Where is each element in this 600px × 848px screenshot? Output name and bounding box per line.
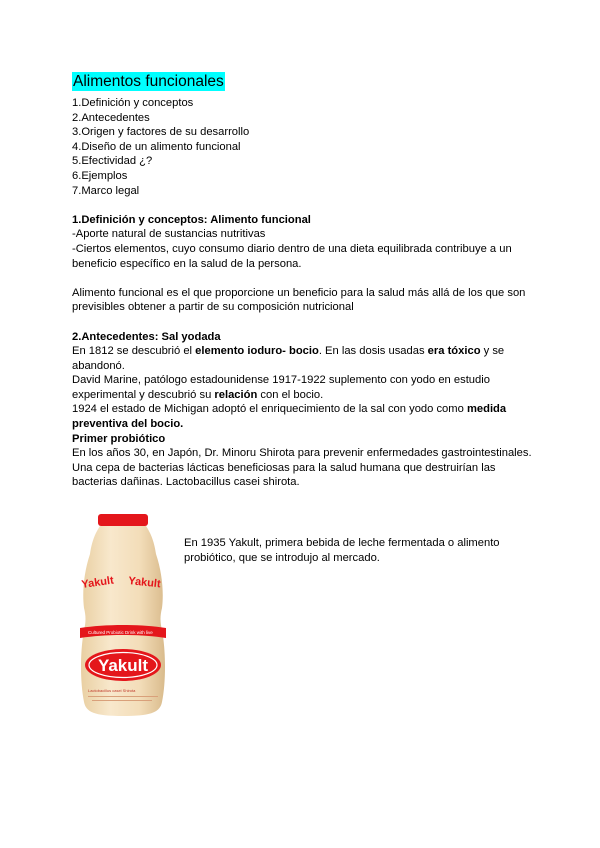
subheading: Primer probiótico bbox=[72, 432, 166, 445]
paragraph: David Marine, patólogo estadounidense 1917-1922 suplemento con yodo en estudio experimental y descubrió su relación con el bocio. bbox=[72, 374, 490, 401]
paragraph: En 1812 se descubrió el elemento ioduro- bocio. En las dosis usadas era tóxico y se abandonó. bbox=[72, 345, 505, 372]
toc-item: 3.Origen y factores de su desarrollo bbox=[72, 126, 250, 139]
section-definition bbox=[72, 213, 532, 315]
section-heading: 2.Antecedentes: Sal yodada bbox=[72, 330, 221, 343]
svg-text:Lactobacillus casei Shirota: Lactobacillus casei Shirota bbox=[88, 688, 136, 693]
toc-item: 2.Antecedentes bbox=[72, 111, 150, 124]
toc-item: 5.Efectividad ¿? bbox=[72, 155, 153, 168]
brand-logo: Yakult bbox=[97, 656, 149, 675]
section-heading: 1.Definición y conceptos: Alimento funcional bbox=[72, 213, 311, 226]
toc-item: 7.Marco legal bbox=[72, 184, 140, 197]
paragraph: -Ciertos elementos, cuyo consumo diario dentro de una dieta equilibrada contribuye a un beneficio específico en la salud de la persona. bbox=[72, 242, 512, 270]
brand-text-upper: Yakult bbox=[80, 574, 115, 591]
toc-item: 4.Diseño de un alimento funcional bbox=[72, 140, 241, 153]
svg-text:Cultured Probiotic Drink with: Cultured Probiotic Drink with live bbox=[88, 630, 153, 635]
document-title: Alimentos funcionales bbox=[73, 73, 224, 90]
toc-item: 1.Definición y conceptos bbox=[72, 97, 194, 109]
yakult-bottle-image bbox=[76, 512, 170, 720]
section-antecedentes bbox=[72, 330, 532, 491]
svg-text:Yakult: Yakult bbox=[127, 575, 162, 591]
paragraph: Una cepa de bacterias lácticas beneficiosas para la salud humana que destruirían las bacterias dañinas. Lactobacillus casei shirota. bbox=[72, 461, 496, 489]
paragraph: -Aporte natural de sustancias nutritivas bbox=[72, 228, 266, 241]
figure-caption: En 1935 Yakult, primera bebida de leche fermentada o alimento probiótico, que se introdujo al mercado. bbox=[184, 537, 500, 564]
paragraph: 1924 el estado de Michigan adoptó el enriquecimiento de la sal con yodo como medida preventiva del bocio. bbox=[72, 403, 507, 431]
paragraph: En los años 30, en Japón, Dr. Minoru Shirota para prevenir enfermedades gastrointestinales. bbox=[72, 447, 532, 460]
table-of-contents bbox=[72, 96, 532, 198]
toc-item: 6.Ejemplos bbox=[72, 169, 128, 182]
paragraph: Alimento funcional es el que proporcione un beneficio para la salud más allá de los que son previsibles obtener a partir de su composición nutricional bbox=[72, 286, 526, 314]
document-page bbox=[72, 72, 532, 490]
